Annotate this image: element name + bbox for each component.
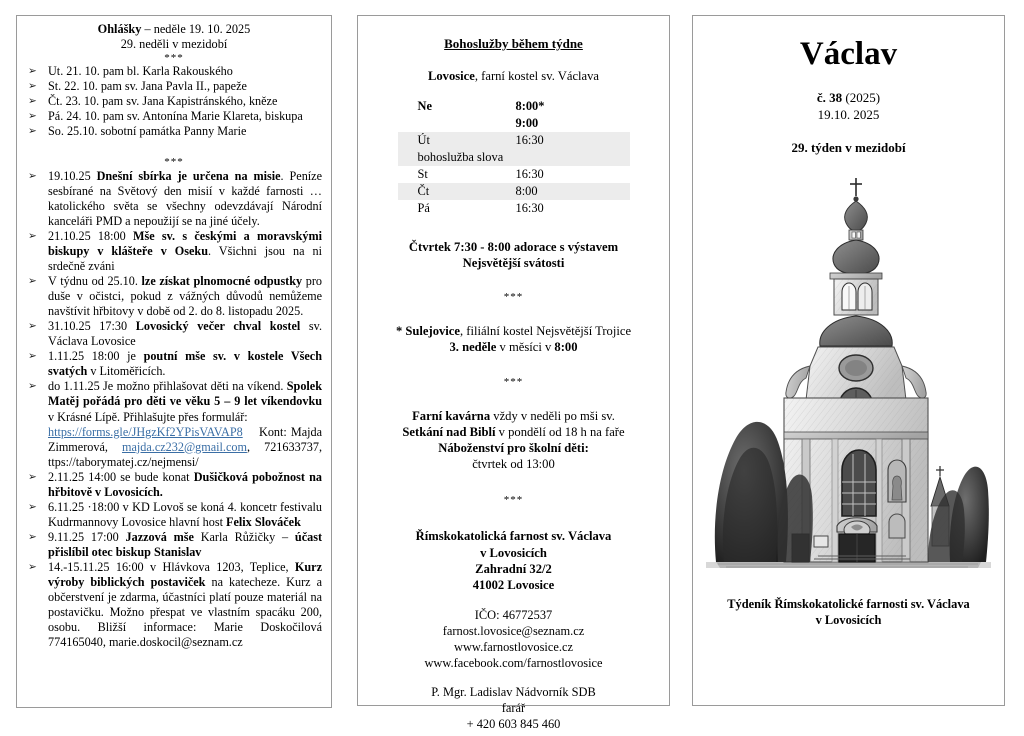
adoration-line1: Čtvrtek 7:30 - 8:00 adorace s výstavem (408, 240, 619, 254)
priest-name: P. Mgr. Ladislav Nádvorník SDB (431, 685, 596, 700)
panel-announcements (16, 15, 332, 708)
signup-form-link[interactable]: https://forms.gle/JHgzKf2YPisVAVAP8 (48, 424, 243, 439)
announcement-text: do 1.11.25 Je možno přihlašovat děti na víkend. (48, 379, 287, 394)
announcement-item (26, 229, 322, 274)
cover-caption (702, 580, 995, 628)
schedule-day (398, 115, 516, 132)
sulejovice-name: Sulejovice (405, 324, 460, 339)
issue-year: (2025) (842, 90, 881, 105)
announcement-text: 21.10.25 18:00 (48, 228, 133, 243)
services-parish-line (367, 52, 660, 84)
announcement-item (26, 500, 322, 530)
parish-address (367, 528, 660, 593)
schedule-day: bohoslužba slova (398, 149, 516, 166)
religion-classes-detail: čtvrtek od 13:00 (472, 456, 555, 471)
announcement-text: 6.11.25 ·18:00 v KD Lovoš se koná 4. koncetr festivalu Kudrmannovy Lovosice hlavní host (48, 499, 322, 529)
announcement-text: sv. Václava Lovosice (48, 319, 323, 349)
schedule-row (398, 183, 630, 200)
panel-services (357, 15, 670, 732)
schedule-row (398, 166, 630, 183)
sulejovice-block (367, 323, 660, 355)
sulejovice-month: v měsíci v (496, 340, 555, 355)
announcement-emphasis: Jazzová mše (125, 530, 194, 544)
saint-list-item: ➢ Pá. 24. 10. pam sv. Antonína Marie Klareta, biskupa (26, 109, 322, 124)
announcement-item (26, 349, 322, 379)
farni-kavarna-label: Farní kavárna (412, 408, 491, 423)
announcement-emphasis: lze získat plnomocné odpustky (141, 273, 303, 288)
priest-phone: + 420 603 845 460 (466, 717, 561, 732)
sulejovice-church: , filiální kostel Nejsvětější Trojice (459, 324, 632, 339)
announcement-emphasis: Mše sv. s českými a moravskými biskupy v klášteře v Oseku (48, 228, 323, 258)
announcement-text: 2.11.25 14:00 se bude konat (48, 469, 194, 484)
saint-list-item: ➢ Čt. 23. 10. pam sv. Jana Kapistránského, kněze (26, 94, 322, 109)
cover-caption-line-1: Týdeník Římskokatolické farnosti sv. Václava (727, 597, 970, 612)
schedule-time: 16:30 (515, 201, 544, 215)
address-line-4: 41002 Lovosice (472, 578, 555, 593)
address-line-1: Římskokatolická farnost sv. Václava (415, 529, 612, 544)
announcement-text: 9.11.25 17:00 (48, 530, 126, 544)
adoration-line2: Nejsvětější svátosti (462, 256, 565, 271)
schedule-row (398, 200, 630, 217)
schedule-time: 16:30 (516, 132, 630, 149)
services-schedule-table (398, 98, 630, 217)
announcement-item (26, 274, 322, 319)
announcement-emphasis: Spolek Matěj pořádá pro děti ve věku 5 – 9 let víkendovku (48, 379, 322, 409)
saint-list-item: ➢ Ut. 21. 10. pam bl. Karla Rakouského (26, 64, 322, 79)
panel-cover (692, 15, 1005, 706)
announcement-emphasis: Lovosický večer chval kostel (135, 319, 301, 334)
announcement-emphasis: Kurz výroby biblických postaviček (48, 560, 322, 590)
announcement-emphasis: Dnešní sbírka je určena na misie (96, 168, 281, 183)
schedule-day: Ne (417, 99, 432, 113)
announcement-emphasis: poutní mše sv. v kostele Všech svatých (48, 349, 322, 379)
farni-kavarna-detail: vždy v neděli po mši sv. (490, 408, 615, 423)
contact-phone-text: , 721633737, ttps://taborymatej.cz/nejmensi/ (48, 439, 322, 469)
announcement-text: 14.-15.11.25 16:00 v Hlávkova 1203, Teplice, (48, 560, 295, 575)
contact-label: Kont: Majda Zimmerová, (48, 424, 322, 454)
issue-number: č. 38 (816, 90, 843, 105)
church-sketch-icon (706, 170, 991, 580)
announcement-emphasis: Felix Slováček (226, 514, 301, 529)
saint-list-item: ➢ St. 22. 10. pam sv. Jana Pavla II., papeže (26, 79, 322, 94)
contact-email-link[interactable]: majda.cz232@gmail.com (122, 439, 247, 454)
announcement-item (26, 560, 322, 650)
announcements-heading (26, 22, 322, 52)
separator-stars-mid: *** (164, 156, 184, 169)
priest-role: farář (501, 701, 526, 716)
issue-info (702, 73, 995, 123)
separator-stars-2: *** (503, 375, 524, 388)
address-line-2: v Lovosicích (480, 545, 547, 560)
announcements-subheading: 29. neděli v mezidobí (120, 37, 228, 51)
bible-meeting-label: Setkání nad Biblí (402, 424, 496, 439)
cover-caption-line-2: v Lovosicích (815, 613, 882, 628)
services-parish-name: Lovosice (427, 69, 475, 83)
saints-list (26, 64, 322, 139)
announcement-item (26, 470, 322, 500)
announcement-text: Karla Růžičky – (193, 530, 295, 544)
announcement-item (26, 319, 322, 349)
schedule-day: Čt (398, 183, 516, 200)
parish-facebook[interactable]: www.facebook.com/farnostlovosice (424, 655, 603, 670)
separator-stars-1: *** (503, 291, 524, 304)
announcement-text: pro duše v očistci, pokud z vážných důvodů nemůžeme navštívit hřbitovy v době od 2. do 8. listopadu 2025. (48, 273, 323, 319)
announcement-text: v Krásné Lípě. Přihlašujte přes formulář: (48, 409, 248, 424)
schedule-time: 8:00 (516, 183, 630, 200)
separator-stars-top: *** (164, 52, 184, 64)
services-parish-church: , farní kostel sv. Václava (474, 69, 600, 83)
parish-email[interactable]: farnost.lovosice@seznam.cz (442, 623, 585, 638)
parish-website[interactable]: www.farnostlovosice.cz (454, 639, 573, 654)
parish-contact (367, 607, 660, 672)
liturgical-week: 29. týden v mezidobí (791, 140, 906, 156)
services-title: Bohoslužby během týdne (444, 36, 583, 51)
address-line-3: Zahradní 32/2 (475, 561, 552, 576)
schedule-time: 9:00 (515, 116, 539, 130)
sulejovice-star: * (395, 324, 406, 339)
announcement-emphasis: účast přislíbil otec biskup Stanislav (48, 530, 323, 560)
schedule-row (398, 132, 630, 149)
separator-stars-3: *** (503, 494, 524, 507)
sulejovice-time: 8:00 (554, 340, 578, 355)
bible-meeting-detail: v pondělí od 18 h na faře (495, 424, 625, 439)
schedule-day: St (417, 167, 428, 181)
announcement-text: 31.10.25 17:30 (48, 319, 136, 334)
announcement-emphasis: Dušičková pobožnost na hřbitově v Lovosicích. (48, 469, 322, 499)
schedule-day: Pá (417, 201, 430, 215)
announcements-heading-bold: Ohlášky (97, 22, 142, 36)
activities-block (367, 408, 660, 472)
priest-info (367, 684, 660, 732)
announcement-items-list (26, 169, 322, 651)
schedule-day: Út (398, 132, 516, 149)
schedule-row (398, 149, 630, 166)
announcement-text: . Peníze sesbírané na Světový den misií v každé farnosti …katolického světa se všechny odevzdávají Národní kanceláři PMD a nepoužijí se na jiné účely. (48, 168, 322, 228)
issue-date: 19.10. 2025 (817, 107, 880, 123)
sulejovice-week: 3. neděle (449, 340, 497, 355)
announcement-text: . Všichni jsou na ni srdečně zváni (48, 243, 323, 273)
announcement-item (26, 169, 322, 229)
schedule-time: 8:00* (515, 99, 545, 113)
announcement-text: V týdnu od 25.10. (48, 273, 142, 288)
schedule-time: 16:30 (515, 167, 544, 181)
ico-number: IČO: 46772537 (474, 607, 553, 622)
schedule-row (398, 115, 630, 132)
schedule-row (398, 98, 630, 115)
adoration-block (367, 239, 660, 271)
page-title: Václav (799, 36, 898, 72)
saint-list-item: ➢ So. 25.10. sobotní památka Panny Marie (26, 124, 322, 139)
religion-classes-label: Náboženství pro školní děti: (438, 440, 589, 455)
announcement-text: v Litoměřicích. (87, 364, 166, 379)
announcement-text: 1.11.25 18:00 je (48, 349, 144, 364)
announcement-item (26, 530, 322, 560)
announcement-text: 19.10.25 (48, 168, 97, 183)
announcement-item (26, 379, 322, 469)
schedule-time (516, 149, 630, 166)
announcements-heading-rest: – neděle 19. 10. 2025 (141, 22, 251, 36)
announcement-text: na katecheze. Kurz a občerstvení je zdarma, účastníci platí pouze materiál na postavičku. Možno přespat ve vlastním spacáku 200, osobu. Bližší informace: Marie Doskočilová 774165040, marie.doskocil@seznam.cz (48, 575, 322, 650)
